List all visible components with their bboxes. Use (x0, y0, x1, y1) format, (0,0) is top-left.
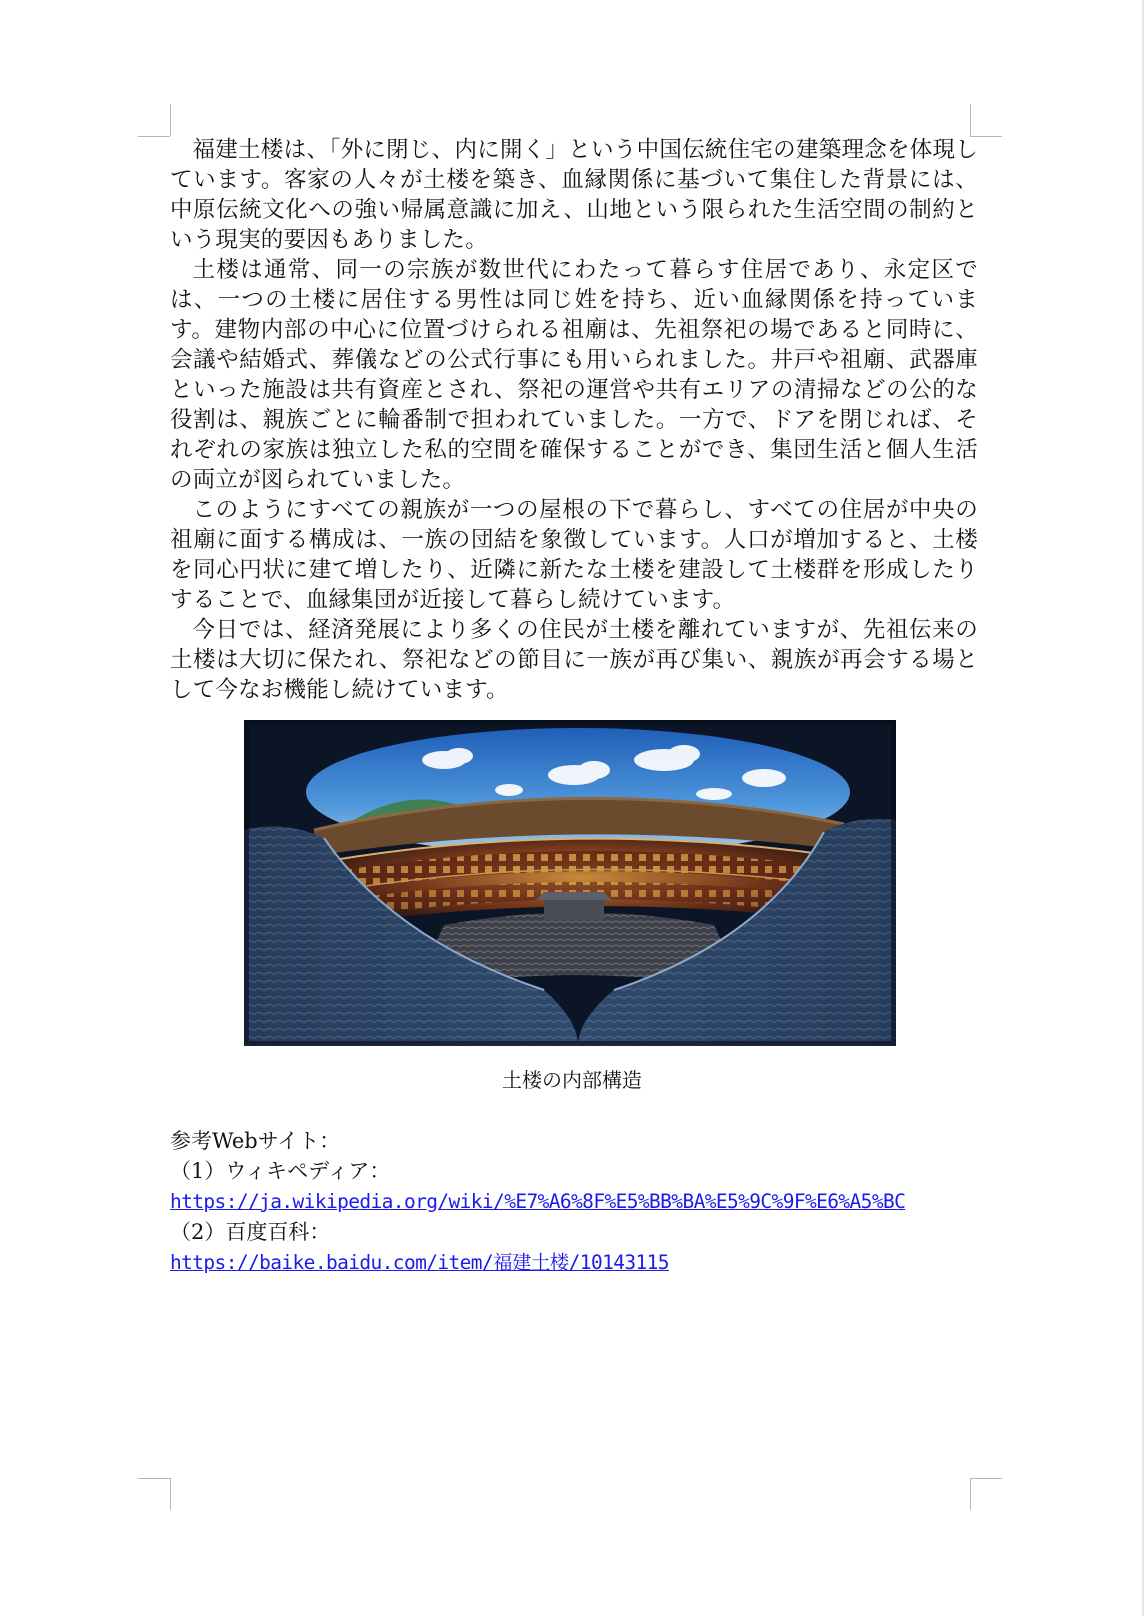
tulou-interior-photo (244, 720, 896, 1046)
reference-2-link[interactable]: https://baike.baidu.com/item/福建土楼/10143115 (170, 1251, 669, 1274)
paragraph-1: 福建土楼は、「外に閉じ、内に開く」という中国伝統住宅の建築理念を体現しています。客家の人々が土楼を築き、血縁関係に基づいて集住した背景には、中原伝統文化への強い帰属意識に加え、山地という限られた生活空間の制約という現実的要因もありました。 (170, 137, 978, 253)
reference-1-link[interactable]: https://ja.wikipedia.org/wiki/%E7%A6%8F%E5%BB%BA%E5%9C%9F%E6%A5%BC (170, 1190, 906, 1213)
crop-mark-top-right-v (970, 104, 971, 136)
crop-mark-bottom-left-h (138, 1478, 170, 1479)
crop-mark-bottom-left-v (170, 1478, 171, 1510)
crop-mark-bottom-right-v (970, 1478, 971, 1510)
references-heading: 参考Webサイト： (170, 1129, 341, 1153)
crop-mark-top-left-v (170, 104, 171, 136)
paragraph-2: 土楼は通常、同一の宗族が数世代にわたって暮らす住居であり、永定区では、一つの土楼に居住する男性は同じ姓を持ち、近い血縁関係を持っています。建物内部の中心に位置づけられる祖廟は、先祖祭祀の場であると同時に、会議や結婚式、葬儀などの公式行事にも用いられました。井戸や祖廟、武器庫といった施設は共有資産とされ、祭祀の運営や共有エリアの清掃などの公的な役割は、親族ごとに輪番制で担われていました。一方で、ドアを閉じれば、それぞれの家族は独立した私的空間を確保することができ、集団生活と個人生活の両立が図られていました。 (170, 257, 978, 493)
crop-mark-top-left-h (138, 136, 170, 137)
reference-2-label: （2）百度百科： (170, 1220, 331, 1244)
body-text (170, 135, 978, 705)
reference-1-label: （1）ウィキペディア： (170, 1159, 391, 1183)
figure-caption: 土楼の内部構造 (502, 1068, 642, 1092)
paragraph-4: 今日では、経済発展により多くの住民が土楼を離れていますが、先祖伝来の土楼は大切に保たれ、祭祀などの節目に一族が再び集い、親族が再会する場として今なお機能し続けています。 (170, 617, 978, 703)
crop-mark-bottom-right-h (970, 1478, 1002, 1479)
tulou-photo-illustration (244, 720, 896, 1046)
paragraph-3: このようにすべての親族が一つの屋根の下で暮らし、すべての住居が中央の祖廟に面する構成は、一族の団結を象徴しています。人口が増加すると、土楼を同心円状に建て増したり、近隣に新たな土楼を建設して土楼群を形成したりすることで、血縁集団が近接して暮らし続けています。 (170, 497, 978, 613)
references-section (170, 1126, 990, 1278)
